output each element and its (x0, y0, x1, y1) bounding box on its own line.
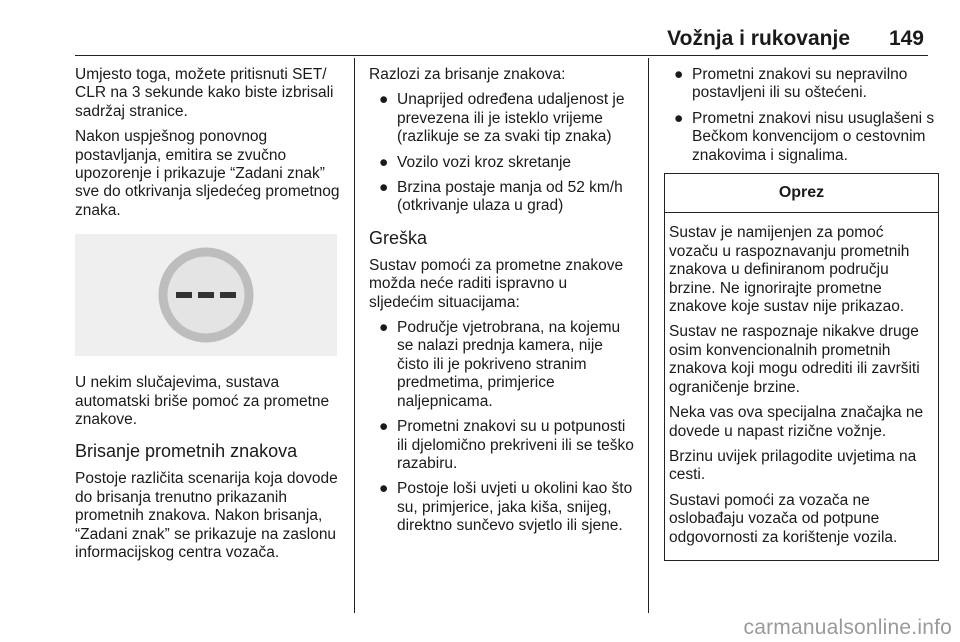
list-item: ● Prometni znakovi nisu usuglašeni s Bečkom konvencijom o cestovnim znakovima i signalima. (674, 109, 935, 164)
paragraph: Umjesto toga, možete pritisnuti SET/ CLR na 3 sekunde kako biste izbrisali sadržaj stranice. (75, 66, 334, 120)
chapter-title: Vožnja i rukovanje (667, 27, 850, 50)
list-item: ● Postoje loši uvjeti u okolini kao što su, primjerice, jaka kiša, snijeg, direktno sunčevo svjetlo ili sjene. (379, 480, 633, 535)
watermark: carmanualsonline.info (743, 616, 952, 639)
column-divider-1 (354, 58, 355, 613)
list-item: ● Prometni znakovi su nepravilno postavljeni ili su oštećeni. (674, 66, 908, 102)
list-item: ● Brzina postaje manja od 52 km/h (otkrivanje ulaza u grad) (379, 179, 623, 215)
paragraph: Nakon uspješnog ponovnog postavljanja, emitira se zvučno upozorenje i prikazuje “Zadani znak” sve do otkrivanja sljedećeg prometnog znaka. (75, 128, 340, 219)
header-divider (75, 55, 928, 56)
bullet-list (664, 66, 940, 165)
paragraph: Sustav pomoći za prometne znakove možda neće raditi ispravno u sljedećim situacijama: (369, 256, 624, 311)
list-item: ● Prometni znakovi su u potpunosti ili djelomično prekriveni ili se teško razabiru. (379, 418, 634, 472)
paragraph: Sustav ne raspoznaje nikakve druge osim konvencionalnih prometnih znakova koji mogu odrediti ili završiti ograničenje brzine. (669, 323, 920, 396)
page-header (0, 0, 960, 58)
paragraph: Postoje različita scenarija koja dovode do brisanja trenutno prikazanih prometnih znakova. Nakon brisanja, “Zadani znak” se prikazuje na zaslonu informacijskog centra vozača. (75, 470, 338, 562)
warning-body (665, 213, 938, 560)
list-item: ● Područje vjetrobrana, na kojemu se nalazi prednja kamera, nije čisto ili je pokriveno stranim predmetima, primjerice naljepnicama. (379, 319, 621, 410)
default-sign-icon (75, 234, 337, 356)
paragraph: Razlozi za brisanje znakova: (369, 66, 566, 83)
page-number: 149 (888, 27, 924, 50)
paragraph: Brzinu uvijek prilagodite uvjetima na cesti. (669, 447, 917, 484)
warning-box (664, 173, 939, 561)
default-sign-illustration (75, 234, 337, 356)
bullet-list (369, 91, 634, 215)
paragraph: Sustav je namijenjen za pomoć vozaču u raspoznavanju prometnih znakova u definiranom području brzine. Ne ignorirajte prometne znakove koje sustav nije prikazao. (669, 224, 910, 316)
section-heading: Greška (369, 227, 428, 248)
list-item: ● Unaprijed određena udaljenost je prevezena ili je isteklo vrijeme (razlikuje se za svaki tip znaka) (379, 91, 625, 146)
column-3 (664, 66, 940, 561)
warning-title: Oprez (665, 174, 938, 213)
column-divider-2 (648, 58, 649, 613)
column-1 (75, 66, 343, 570)
list-item: ● Vozilo vozi kroz skretanje (379, 153, 572, 171)
bullet-list (369, 319, 634, 535)
paragraph: Sustavi pomoći za vozača ne oslobađaju vozača od potpune odgovornosti za korištenje vozila. (669, 491, 898, 546)
column-2 (369, 66, 634, 543)
paragraph: Neka vas ova specijalna značajka ne dovede u napast rizične vožnje. (669, 404, 924, 440)
paragraph: U nekim slučajevima, sustava automatski briše pomoć za prometne znakove. (75, 374, 330, 429)
section-heading: Brisanje prometnih znakova (75, 441, 298, 462)
